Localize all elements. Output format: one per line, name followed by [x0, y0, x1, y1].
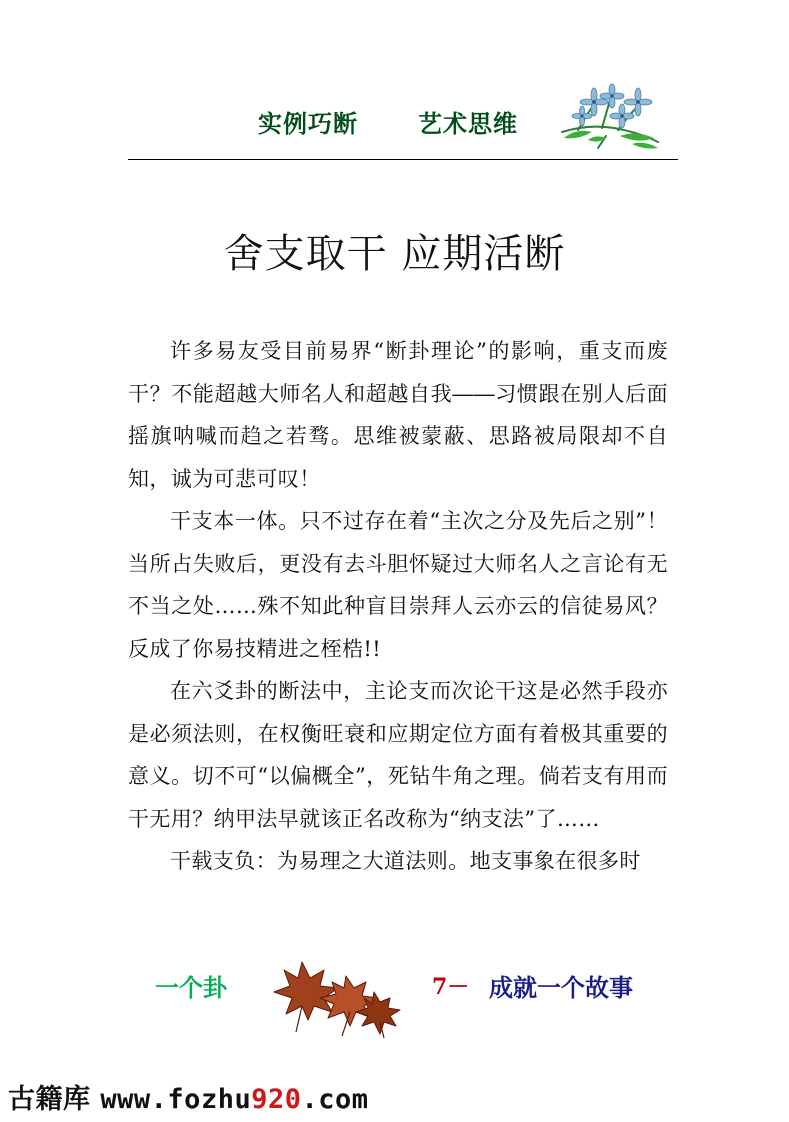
watermark-domain-suf: .com: [301, 1084, 369, 1115]
watermark-domain-pre: www.fozhu: [100, 1084, 252, 1115]
paragraph: 干支本一体。只不过存在着“主次之分及先后之别”！当所占失败后，更没有去斗胆怀疑过大师名人之言论有无不当之处……殊不知此种盲目崇拜人云亦云的信徒易风？反成了你易技精进之桎梏!!: [128, 509, 668, 661]
footer-right-text: 成就一个故事: [489, 973, 633, 1002]
watermark-domain: [100, 1084, 368, 1115]
page-footer: [0, 966, 789, 1046]
blue-flower-branch-icon: [558, 80, 662, 150]
header-divider: [128, 159, 678, 160]
header-left-title: 实例巧断: [258, 109, 358, 138]
header-right-title: 艺术思维: [418, 109, 518, 138]
article-title: 舍支取干 应期活断: [223, 231, 566, 277]
watermark-cn: 古籍库: [8, 1084, 91, 1115]
paragraph: 干载支负：为易理之大道法则。地支事象在很多时: [170, 849, 641, 873]
site-watermark: [8, 1077, 369, 1116]
article-body: [128, 330, 668, 883]
paragraph: 在六爻卦的断法中，主论支而次论干这是必然手段亦是必须法则，在权衡旺衰和应期定位方面有着极其重要的意义。切不可“以偏概全”，死钻牛角之理。倘若支有用而干无用？纳甲法早就该正名改称为“纳支法”了……: [128, 679, 668, 831]
footer-left-text: 一个卦: [155, 973, 227, 1002]
page-number: 7－: [432, 974, 470, 1000]
watermark-domain-num: 920: [251, 1084, 302, 1115]
maple-leaves-icon: [262, 956, 412, 1038]
paragraph: 许多易友受目前易界“断卦理论”的影响，重支而废干？不能超越大师名人和超越自我――习惯跟在别人后面摇旗呐喊而趋之若骛。思维被蒙蔽、思路被局限却不自知，诚为可悲可叹！: [128, 339, 668, 491]
